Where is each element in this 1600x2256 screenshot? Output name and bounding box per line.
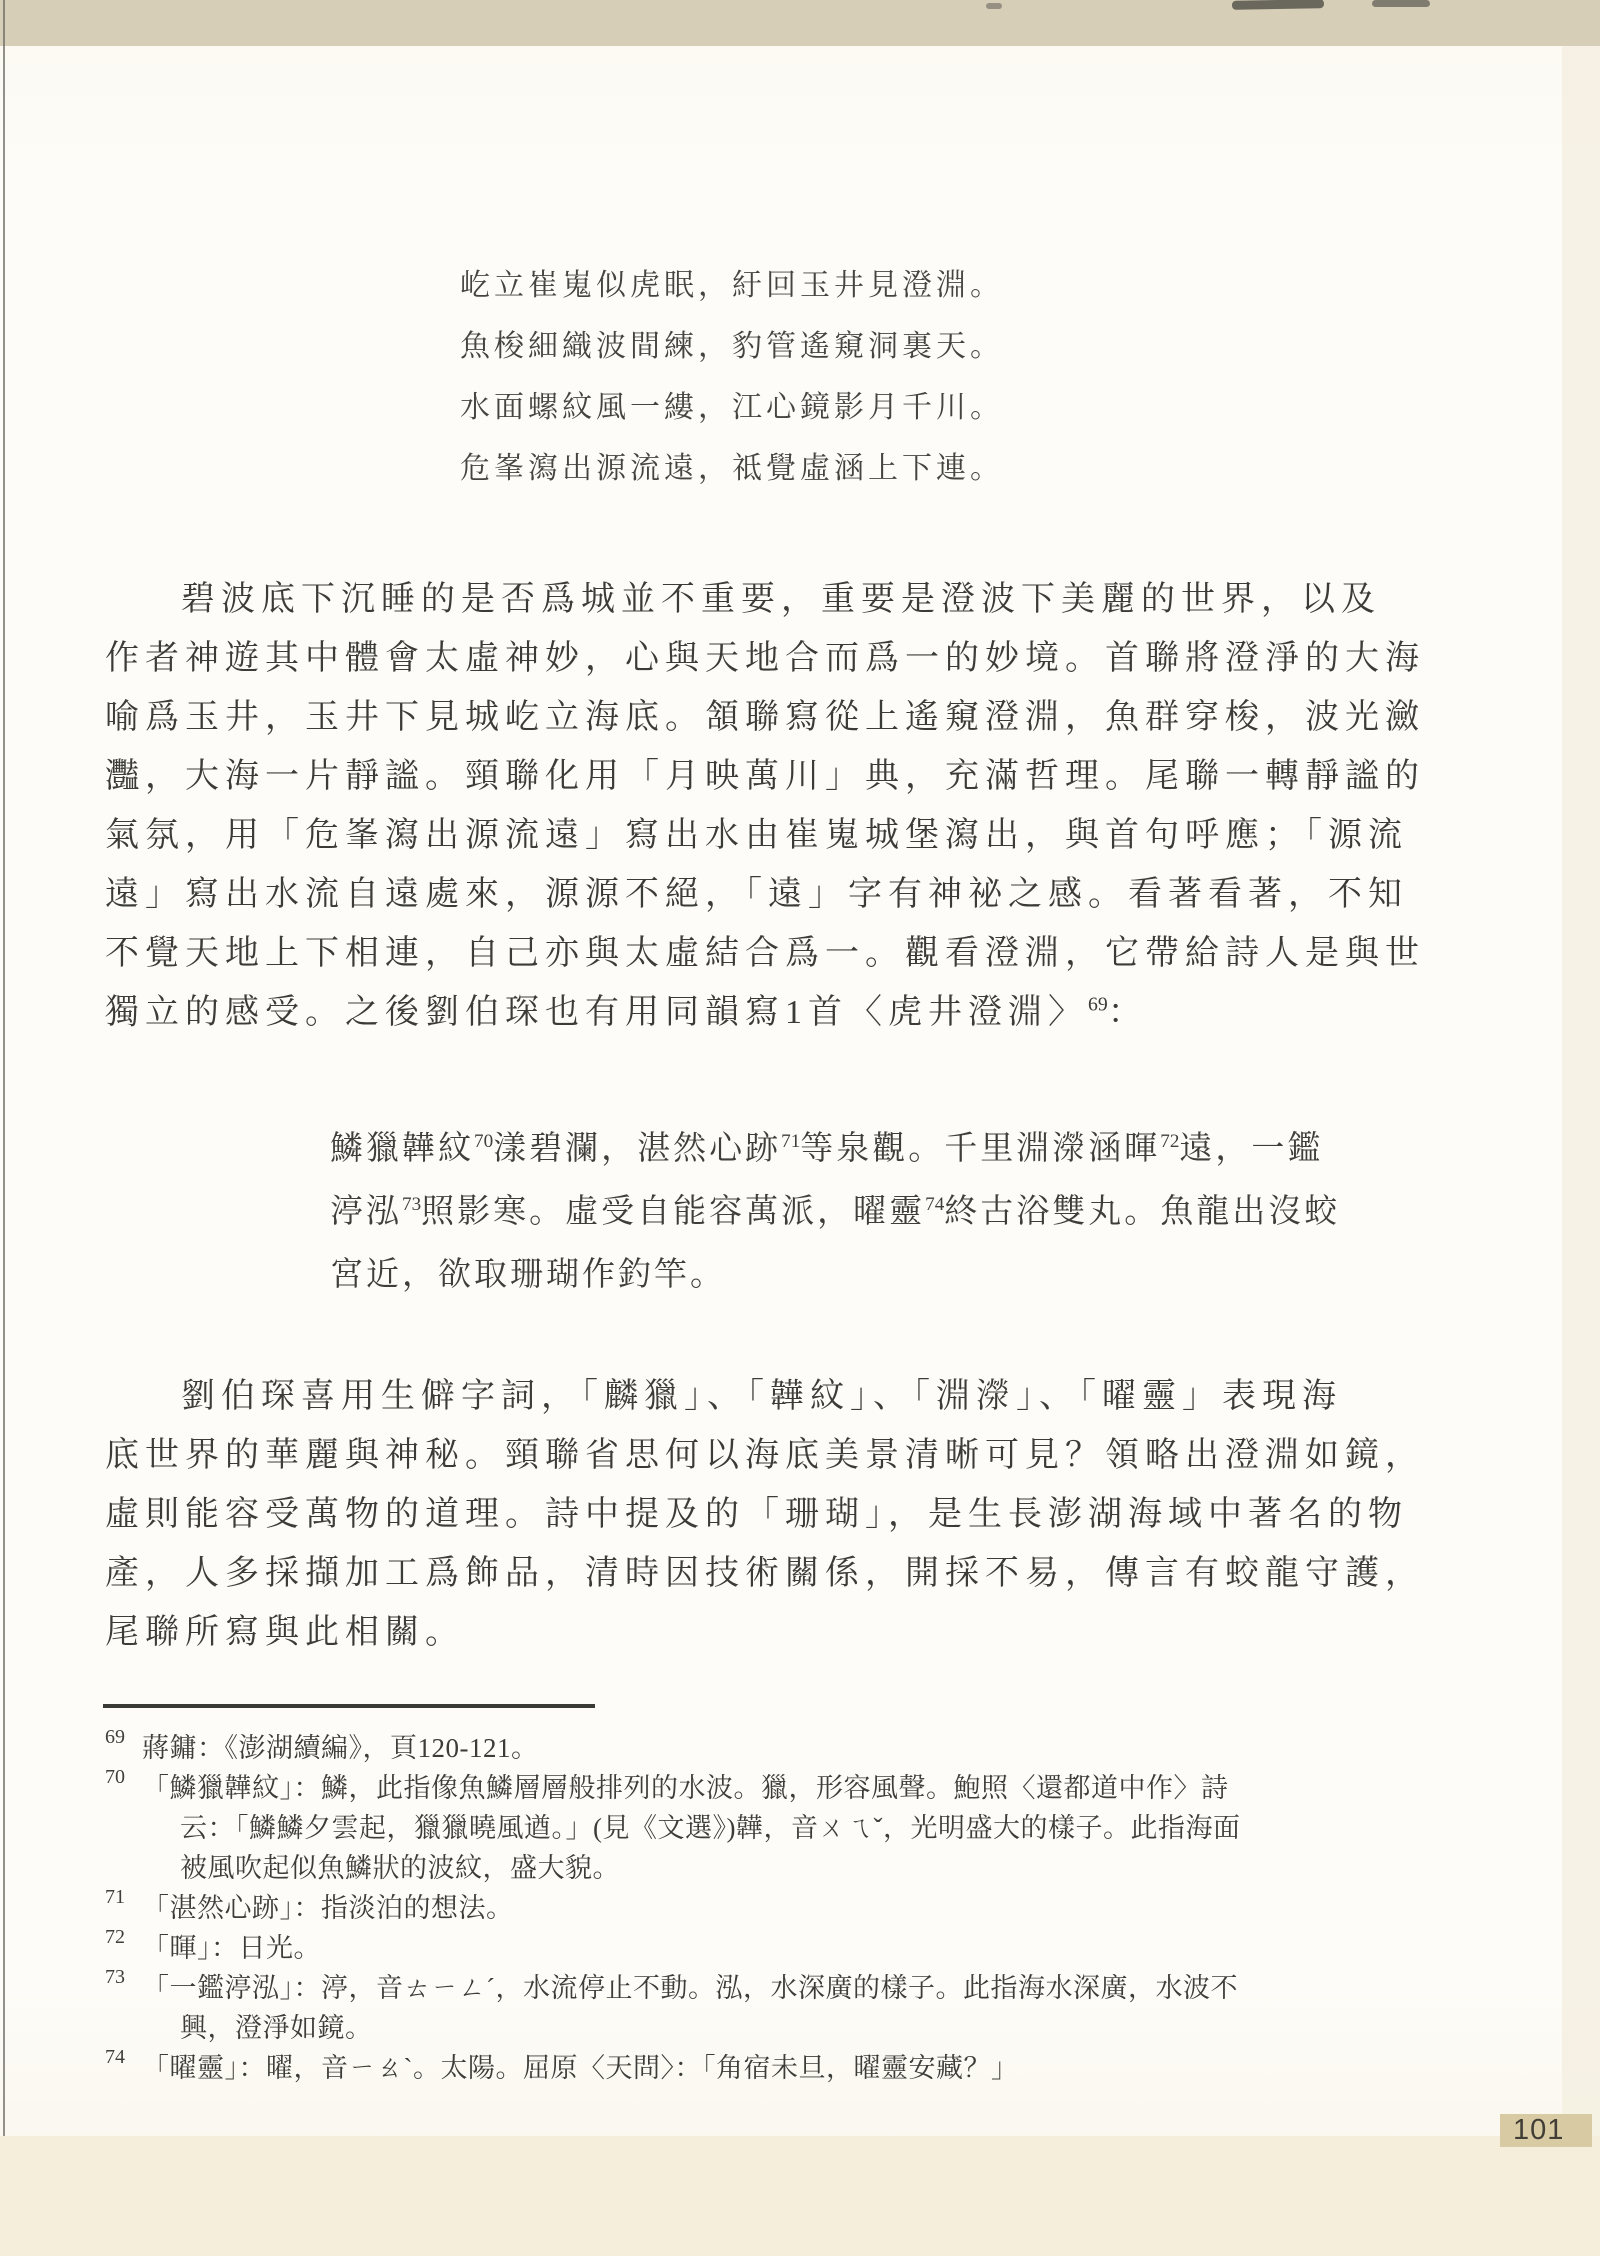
footnote-item (105, 1968, 1515, 2048)
left-page-edge-line (3, 0, 5, 2256)
text-line: 水面螺紋風一縷，江心鏡影月千川。 (460, 391, 1004, 424)
text-line: 尾聯所寫與此相關。 (105, 1614, 465, 1651)
page-number: 101 (1513, 2114, 1565, 2146)
text-line: 劉伯琛喜用生僻字詞，「麟獵」、「韡紋」、「淵濴」、「曜靈」表現海 (181, 1378, 1342, 1415)
footnote-number: 71 (105, 1886, 125, 1908)
scan-smudge (1372, 0, 1430, 7)
body-paragraph-2 (105, 1367, 1505, 1662)
text-line: 危峯瀉出源流遠，祗覺虛涵上下連。 (460, 452, 1004, 485)
text-line: 作者神遊其中體會太虛神妙，心與天地合而爲一的妙境。首聯將澄淨的大海 (105, 640, 1425, 677)
poem-quote-block-1 (460, 255, 1004, 499)
footnote-line: 「一鑑渟泓」：渟，音ㄊㄧㄥˊ，水流停止不動。泓，水深廣的樣子。此指海水深廣，水波不 (142, 1973, 1238, 2003)
footnote-item (105, 1728, 1515, 1768)
footnote-line: 「鱗獵韡紋」：鱗，此指像魚鱗層層般排列的水波。獵，形容風聲。鮑照〈還都道中作〉詩 (142, 1773, 1229, 1803)
text-line: 不覺天地上下相連，自己亦與太虛結合爲一。觀看澄淵，它帶給詩人是與世 (105, 935, 1425, 972)
footnote-number: 73 (105, 1966, 125, 1988)
footnote-item (105, 1768, 1515, 1888)
text-line: 魚梭細織波間練，豹管遙窺洞裏天。 (460, 330, 1004, 363)
scan-smudge (986, 3, 1002, 9)
footnote-line: 「湛然心跡」：指淡泊的想法。 (142, 1893, 514, 1923)
text-line: 鱗獵韡紋$^{70}$漾碧瀾，湛然心跡$^{71}$等泉觀。千里淵濴涵暉$^{72}$遠，一鑑 (330, 1131, 1324, 1167)
body-paragraph-1 (105, 570, 1505, 1042)
footnote-separator-rule (103, 1704, 595, 1708)
text-line: 虛則能容受萬物的道理。詩中提及的「珊瑚」，是生長澎湖海域中著名的物 (105, 1496, 1408, 1533)
scan-bottom-band (0, 2136, 1600, 2256)
footnote-line: 蔣鏞：《澎湖續編》，頁120-121。 (142, 1733, 539, 1763)
right-page-shadow (1562, 46, 1600, 2256)
footnote-reference: 73 (402, 1194, 422, 1215)
poem-quote-block-2 (330, 1118, 1490, 1307)
footnote-reference: 71 (781, 1131, 801, 1152)
footnote-line: 「暉」：日光。 (142, 1933, 321, 1963)
text-line: 底世界的華麗與神秘。頸聯省思何以海底美景清晰可見？領略出澄淵如鏡， (105, 1437, 1425, 1474)
footnote-item (105, 1928, 1515, 1968)
footnotes-section (105, 1728, 1515, 2088)
text-line: 碧波底下沉睡的是否爲城並不重要，重要是澄波下美麗的世界，以及 (181, 581, 1381, 618)
text-line: 遠」寫出水流自遠處來，源源不絕，「遠」字有神祕之感。看著看著，不知 (105, 876, 1408, 913)
footnote-reference: 74 (925, 1194, 945, 1215)
scan-top-band (0, 0, 1600, 46)
footnote-number: 72 (105, 1926, 125, 1948)
footnote-reference: 69 (1088, 993, 1108, 1016)
footnote-item (105, 2048, 1515, 2088)
footnote-line: 「曜靈」：曜，音ㄧㄠˋ。太陽。屈原〈天問〉：「角宿未旦，曜靈安藏？」 (142, 2053, 1019, 2083)
footnote-reference: 72 (1160, 1131, 1180, 1152)
footnote-line: 云：「鱗鱗夕雲起，獵獵曉風遒。」(見《文選》)韡，音ㄨㄟˇ，光明盛大的樣子。此指海面 (180, 1813, 1241, 1843)
scan-smudge (1232, 0, 1324, 10)
footnote-reference: 70 (474, 1131, 494, 1152)
footnote-number: 70 (105, 1766, 125, 1788)
footnote-item (105, 1888, 1515, 1928)
text-line: 宮近，欲取珊瑚作釣竿。 (330, 1257, 726, 1293)
text-line: 灩，大海一片靜謐。頸聯化用「月映萬川」典，充滿哲理。尾聯一轉靜謐的 (105, 758, 1425, 795)
text-line: 渟泓$^{73}$照影寒。虛受自能容萬派，曜靈$^{74}$終古浴雙丸。魚龍出沒蛟 (330, 1194, 1341, 1230)
text-line: 獨立的感受。之後劉伯琛也有用同韻寫1首〈虎井澄淵〉$^{69}$： (105, 993, 1148, 1031)
footnote-line: 興，澄淨如鏡。 (180, 2013, 373, 2043)
text-line: 氣氛，用「危峯瀉出源流遠」寫出水由崔嵬城堡瀉出，與首句呼應；「源流 (105, 817, 1408, 854)
footnote-number: 74 (105, 2046, 125, 2068)
text-line: 屹立崔嵬似虎眠，紆回玉井見澄淵。 (460, 269, 1004, 302)
page-number-badge (1500, 2114, 1592, 2147)
footnote-number: 69 (105, 1726, 125, 1748)
text-line: 產，人多採擷加工爲飾品，清時因技術關係，開採不易，傳言有蛟龍守護， (105, 1555, 1425, 1592)
footnote-line: 被風吹起似魚鱗狀的波紋，盛大貌。 (180, 1853, 620, 1883)
text-line: 喻爲玉井，玉井下見城屹立海底。頷聯寫從上遙窺澄淵，魚群穿梭，波光瀲 (105, 699, 1425, 736)
